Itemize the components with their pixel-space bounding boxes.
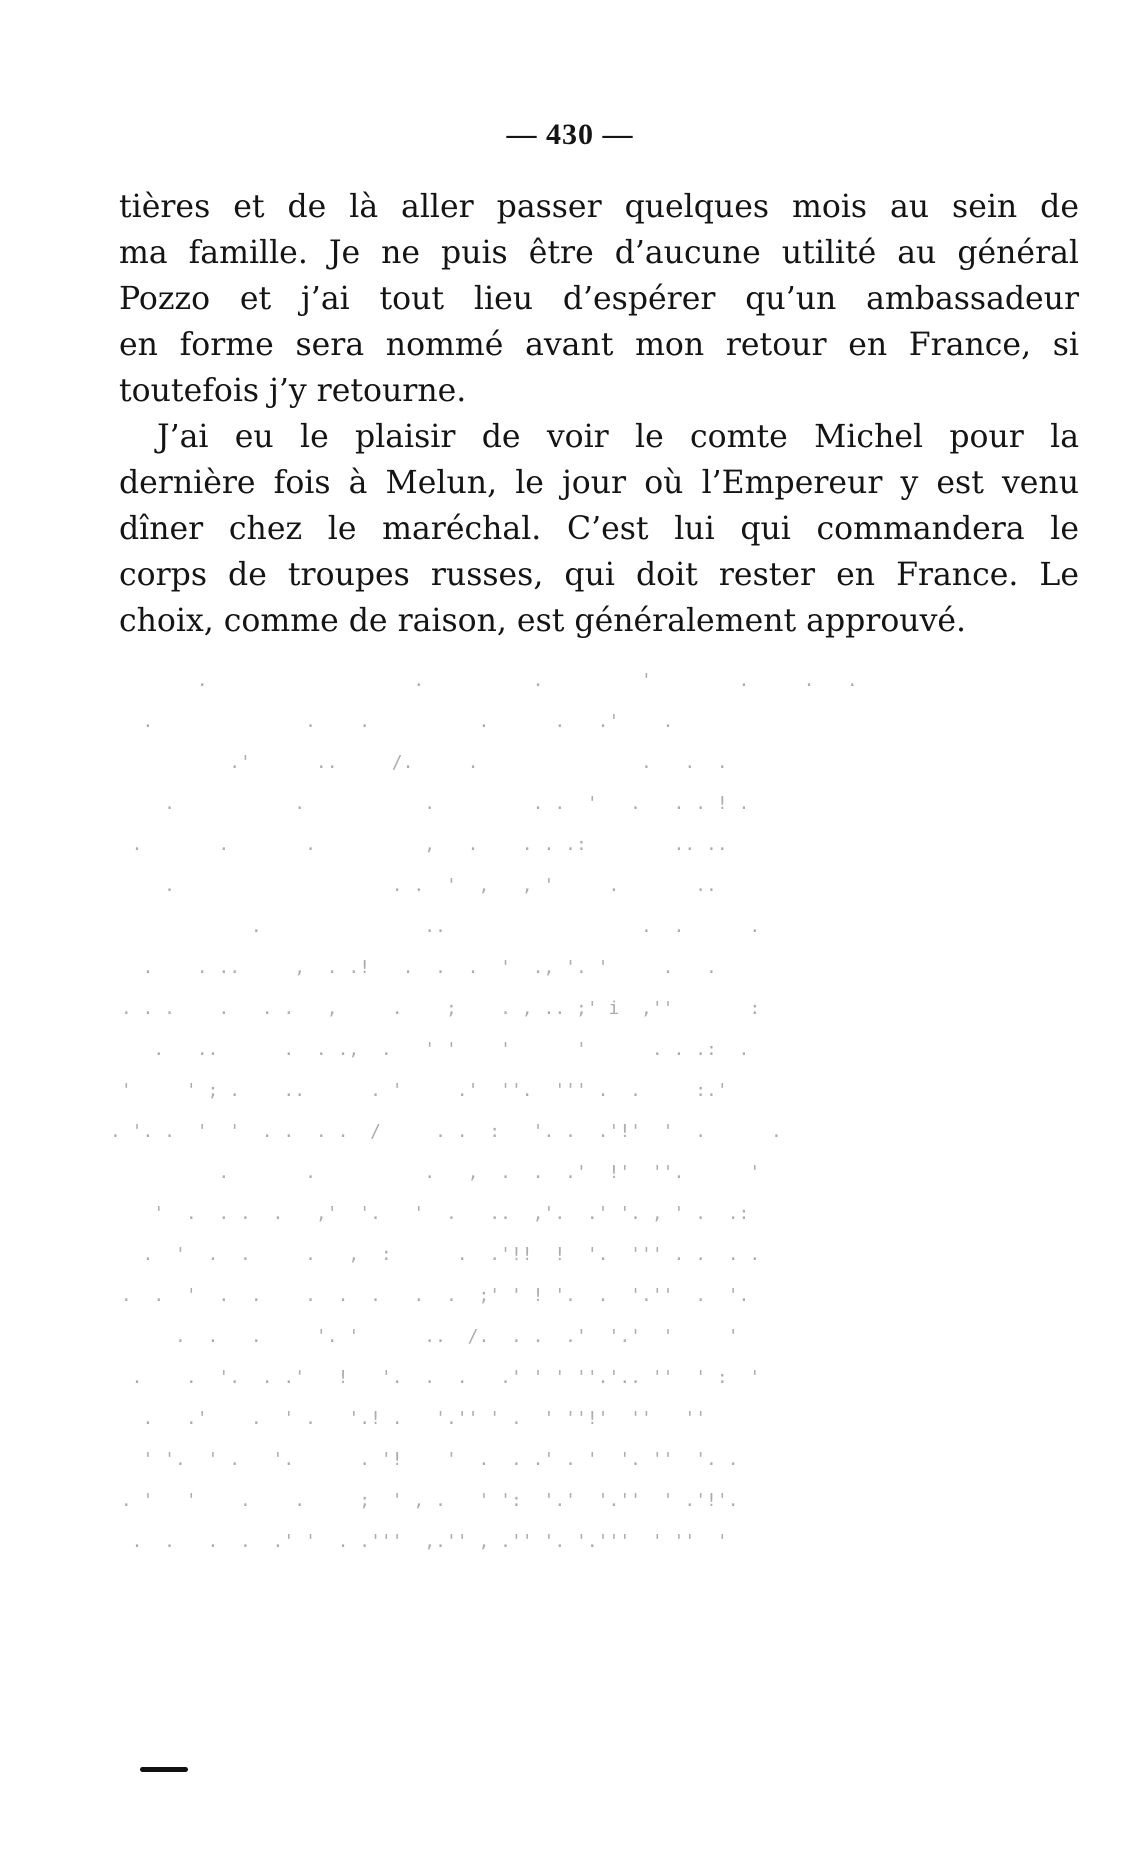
- page-number: — 430 —: [506, 118, 634, 151]
- text-line: toutefois j’y retourne.: [119, 373, 467, 409]
- text-line: dîner chez le maréchal. C’est lui qui commandera le: [119, 511, 1079, 547]
- text-line: J’ai eu le plaisir de voir le comte Michel pour la: [157, 419, 1079, 455]
- text-line: dernière fois à Melun, le jour où l’Empereur y est venu: [119, 465, 1079, 501]
- text-line: choix, comme de raison, est généralement approuvé.: [119, 603, 967, 639]
- text-line: en forme sera nommé avant mon retour en France, si: [119, 327, 1079, 363]
- text-line: Pozzo et j’ai tout lieu d’espérer qu’un ambassadeur: [119, 281, 1079, 317]
- text-line: corps de troupes russes, qui doit rester en France. Le: [119, 557, 1079, 593]
- bleed-through-specks: . . . ' . . . . . . . . .' . .' .. /. . . . . . . . . . ' . . . ! . . . . , . . . .: .. .. . . . ' , , ' . .. . .. . . . . . .. , . .! . . . ' ., '. ' . . . . . . . . , . ; . , .. ;' i ,'' : . .. . . ., . ' ' ' ' . . .: . ' ' ; . .. . ' .' ''. ''' . . :.' . '. . ' ' . . . . / . . : '. . .'!' ' . . . . . , . . .' !' ''. ' ' . . . . ,' '. ' . .. ,'. .' '. , ' . .: . ' . . . , : . .'!! ! '. ''' . . . . . . ' . . . . . . . ;' ' ! '. . '.'' . '. . . . '. ' .. /. . . .' '.' ' ' . . '. . .' ! '. . . .' ' ' ''.'.. '' ' : ' . .' . ' . '.! . '.'' ' . ' ''!' '' '' ' '. ' . '. . '! ' . . .' . ' '. '' '. . . ' ' . . ; ' , . ' ': '.' '.'' ' .'!'. . . . . .' ' . .''' ,.'' , .'' '. '.''' ' '' ': [110, 670, 858, 1552]
- text-line: ma famille. Je ne puis être d’aucune utilité au général: [119, 235, 1079, 271]
- text-line: tières et de là aller passer quelques mois au sein de: [119, 189, 1079, 225]
- ink-mark: [140, 1767, 188, 1772]
- body-text: [119, 184, 1079, 644]
